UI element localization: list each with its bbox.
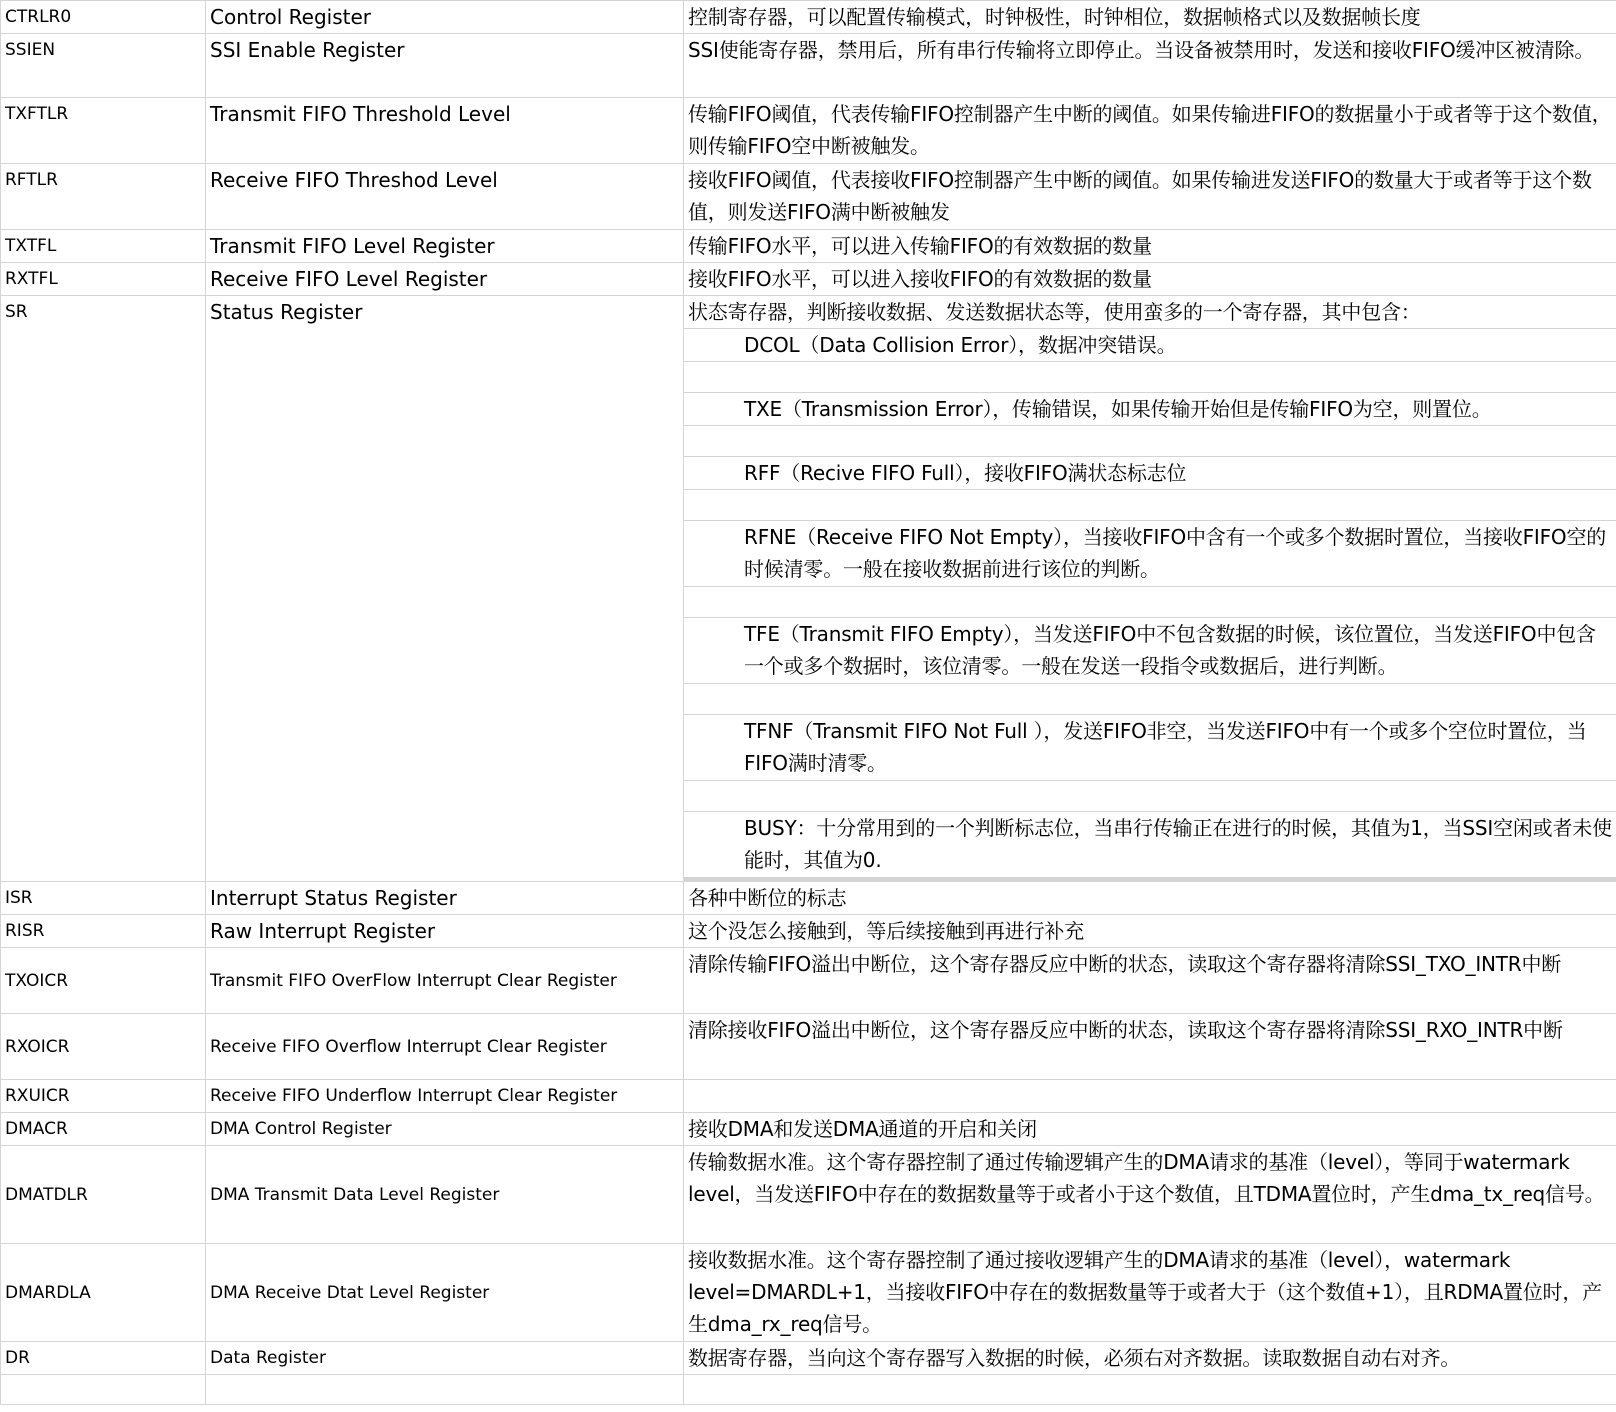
table-row [1, 1080, 1616, 1113]
register-abbr[interactable]: DR [1, 1342, 206, 1375]
register-name[interactable]: Receive FIFO Level Register [206, 263, 684, 296]
register-name[interactable]: DMA Receive Dtat Level Register [206, 1244, 684, 1342]
register-description[interactable]: 控制寄存器，可以配置传输模式，时钟极性，时钟相位，数据帧格式以及数据帧长度 [684, 1, 1616, 34]
register-abbr[interactable]: DMACR [1, 1113, 206, 1146]
empty-cell[interactable] [684, 684, 1616, 715]
register-description[interactable] [684, 1080, 1616, 1113]
register-name[interactable]: DMA Control Register [206, 1113, 684, 1146]
register-abbr[interactable]: RISR [1, 915, 206, 948]
register-name[interactable]: DMA Transmit Data Level Register [206, 1146, 684, 1244]
table-row [1, 1014, 1616, 1080]
register-description[interactable]: 传输数据水准。这个寄存器控制了通过传输逻辑产生的DMA请求的基准（level），等同于watermark level，当发送FIFO中存在的数据数量等于或者小于这个数值，且TDMA置位时，产生dma_tx_req信号。 [684, 1146, 1616, 1244]
register-description[interactable]: 传输FIFO水平，可以进入传输FIFO的有效数据的数量 [684, 230, 1616, 263]
register-abbr[interactable]: RXUICR [1, 1080, 206, 1113]
table-row [1, 164, 1616, 230]
register-name[interactable]: Receive FIFO Overflow Interrupt Clear Register [206, 1014, 684, 1080]
register-description[interactable]: 这个没怎么接触到，等后续接触到再进行补充 [684, 915, 1616, 948]
register-name[interactable]: SSI Enable Register [206, 34, 684, 98]
register-description[interactable]: 清除传输FIFO溢出中断位，这个寄存器反应中断的状态，读取这个寄存器将清除SSI_TXO_INTR中断 [684, 948, 1616, 1014]
table-row [1, 230, 1616, 263]
empty-cell[interactable] [684, 1375, 1616, 1405]
empty-cell[interactable] [684, 587, 1616, 618]
table-row [1, 98, 1616, 164]
table-row [1, 1342, 1616, 1375]
register-name[interactable]: Raw Interrupt Register [206, 915, 684, 948]
register-abbr[interactable]: TXOICR [1, 948, 206, 1014]
register-description[interactable]: 状态寄存器，判断接收数据、发送数据状态等，使用蛮多的一个寄存器，其中包含： [684, 296, 1616, 329]
register-name[interactable]: Receive FIFO Threshod Level [206, 164, 684, 230]
table-row [1, 1113, 1616, 1146]
register-abbr[interactable]: DMARDLA [1, 1244, 206, 1342]
sr-bit-dcol[interactable]: DCOL（Data Collision Error），数据冲突错误。 [684, 329, 1616, 362]
empty-cell[interactable] [684, 781, 1616, 812]
register-name[interactable]: Transmit FIFO Level Register [206, 230, 684, 263]
sr-bit-rff[interactable]: RFF（Recive FIFO Full），接收FIFO满状态标志位 [684, 457, 1616, 490]
table-row [1, 1146, 1616, 1244]
register-name[interactable]: Receive FIFO Underflow Interrupt Clear Register [206, 1080, 684, 1113]
register-name[interactable]: Transmit FIFO OverFlow Interrupt Clear Register [206, 948, 684, 1014]
table-row [1, 296, 1616, 329]
register-description[interactable]: 传输FIFO阈值，代表传输FIFO控制器产生中断的阈值。如果传输进FIFO的数据量小于或者等于这个数值，则传输FIFO空中断被触发。 [684, 98, 1616, 164]
table-row [1, 882, 1616, 915]
register-description[interactable]: 接收FIFO水平，可以进入接收FIFO的有效数据的数量 [684, 263, 1616, 296]
table-row [1, 263, 1616, 296]
empty-cell[interactable] [1, 1375, 206, 1405]
register-abbr[interactable]: RXTFL [1, 263, 206, 296]
register-description[interactable]: SSI使能寄存器，禁用后，所有串行传输将立即停止。当设备被禁用时，发送和接收FIFO缓冲区被清除。 [684, 34, 1616, 98]
register-description[interactable]: 接收FIFO阈值，代表接收FIFO控制器产生中断的阈值。如果传输进发送FIFO的数量大于或者等于这个数值，则发送FIFO满中断被触发 [684, 164, 1616, 230]
register-name[interactable]: Status Register [206, 296, 684, 882]
empty-cell[interactable] [684, 362, 1616, 393]
register-description[interactable]: 接收数据水准。这个寄存器控制了通过接收逻辑产生的DMA请求的基准（level），watermark level=DMARDL+1，当接收FIFO中存在的数据数量等于或者大于（这个数值+1），且RDMA置位时，产生dma_rx_req信号。 [684, 1244, 1616, 1342]
register-description[interactable]: 数据寄存器，当向这个寄存器写入数据的时候，必须右对齐数据。读取数据自动右对齐。 [684, 1342, 1616, 1375]
table-row [1, 1244, 1616, 1342]
register-name[interactable]: Control Register [206, 1, 684, 34]
register-abbr[interactable]: TXFTLR [1, 98, 206, 164]
sr-bit-busy[interactable]: BUSY：十分常用到的一个判断标志位，当串行传输正在进行的时候，其值为1，当SSI空闲或者未使能时，其值为0. [684, 812, 1616, 878]
register-name[interactable]: Data Register [206, 1342, 684, 1375]
table-row [1, 948, 1616, 1014]
sr-bit-tfe[interactable]: TFE（Transmit FIFO Empty），当发送FIFO中不包含数据的时候，该位置位，当发送FIFO中包含一个或多个数据时，该位清零。一般在发送一段指令或数据后，进行判断。 [684, 618, 1616, 684]
register-abbr[interactable]: RFTLR [1, 164, 206, 230]
register-name[interactable]: Interrupt Status Register [206, 882, 684, 915]
register-description[interactable]: 接收DMA和发送DMA通道的开启和关闭 [684, 1113, 1616, 1146]
register-abbr[interactable]: RXOICR [1, 1014, 206, 1080]
register-abbr[interactable]: TXTFL [1, 230, 206, 263]
empty-cell[interactable] [206, 1375, 684, 1405]
register-abbr[interactable]: SSIEN [1, 34, 206, 98]
table-row [1, 1, 1616, 34]
register-description[interactable]: 各种中断位的标志 [684, 882, 1616, 915]
register-abbr[interactable]: ISR [1, 882, 206, 915]
sr-bit-txe[interactable]: TXE（Transmission Error），传输错误，如果传输开始但是传输FIFO为空，则置位。 [684, 393, 1616, 426]
empty-cell[interactable] [684, 426, 1616, 457]
table-row [1, 1375, 1616, 1405]
register-abbr[interactable]: SR [1, 296, 206, 882]
sr-bit-rfne[interactable]: RFNE（Receive FIFO Not Empty），当接收FIFO中含有一个或多个数据时置位，当接收FIFO空的时候清零。一般在接收数据前进行该位的判断。 [684, 521, 1616, 587]
register-name[interactable]: Transmit FIFO Threshold Level [206, 98, 684, 164]
register-abbr[interactable]: CTRLR0 [1, 1, 206, 34]
table-row [1, 915, 1616, 948]
register-description[interactable]: 清除接收FIFO溢出中断位，这个寄存器反应中断的状态，读取这个寄存器将清除SSI_RXO_INTR中断 [684, 1014, 1616, 1080]
table-row [1, 34, 1616, 98]
sr-bit-tfnf[interactable]: TFNF（Transmit FIFO Not Full ），发送FIFO非空，当发送FIFO中有一个或多个空位时置位，当FIFO满时清零。 [684, 715, 1616, 781]
empty-cell[interactable] [684, 490, 1616, 521]
register-abbr[interactable]: DMATDLR [1, 1146, 206, 1244]
